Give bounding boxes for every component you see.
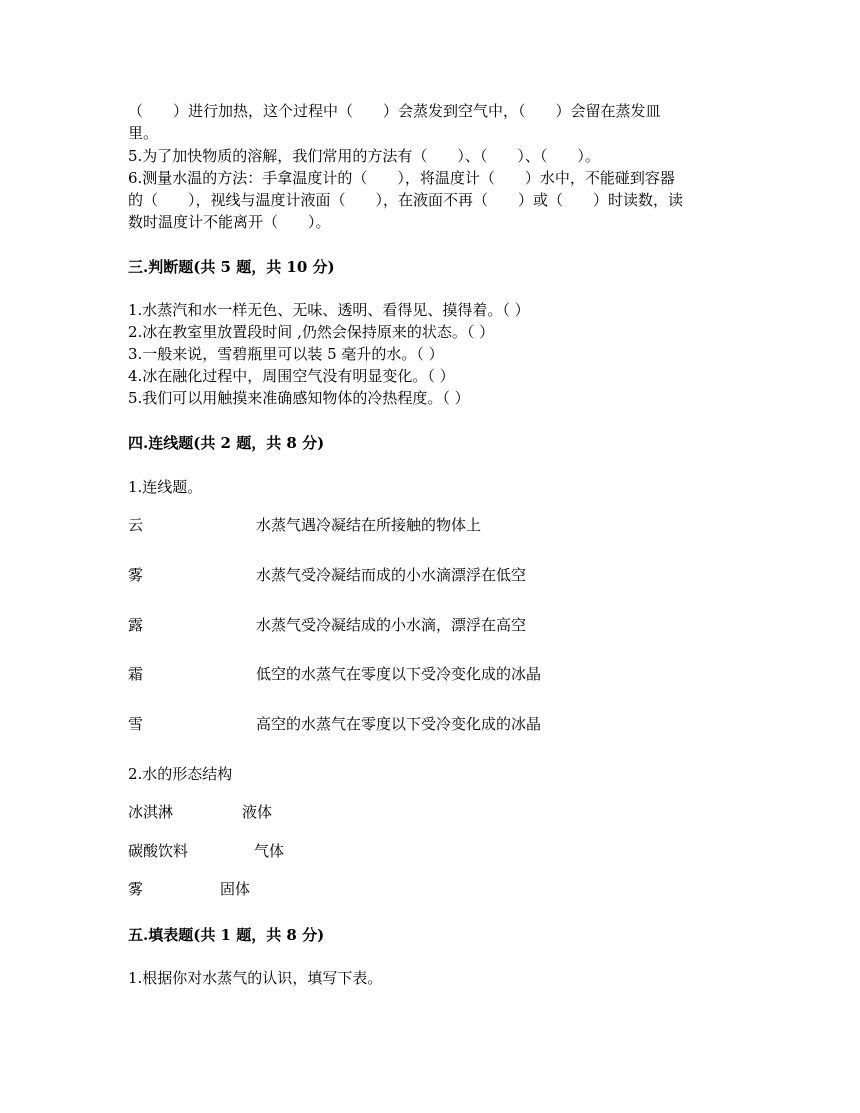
match-right-item: 高空的水蒸气在零度以下受冷变化成的冰晶 (256, 715, 542, 733)
match-left-item: 雾 (128, 880, 144, 898)
match-right-item: 固体 (220, 880, 251, 898)
match-left-item: 雪 (128, 715, 144, 733)
question-5: 5.为了加快物质的溶解，我们常用的方法有（ ）、（ ）、（ ）。 (128, 147, 600, 165)
text-line: 里。 (128, 124, 159, 142)
table-question-1-title: 1.根据你对水蒸气的认识，填写下表。 (128, 969, 383, 987)
match-right-item: 液体 (242, 803, 273, 821)
section-4-heading: 四.连线题(共 2 题，共 8 分) (128, 434, 325, 452)
match-left-item: 碳酸饮料 (128, 842, 189, 860)
text-line: 数时温度计不能离开（ ）。 (128, 213, 331, 231)
section-3-heading: 三.判断题(共 5 题，共 10 分) (128, 258, 335, 276)
text-line: （ ）进行加热，这个过程中（ ）会蒸发到空气中，（ ）会留在蒸发皿 (128, 102, 661, 120)
match-left-item: 云 (128, 516, 144, 534)
judge-item-4: 4.冰在融化过程中，周围空气没有明显变化。（ ） (128, 367, 455, 385)
match-question-1-title: 1.连线题。 (128, 478, 203, 496)
judge-item-1: 1.水蒸汽和水一样无色、无味、透明、看得见、摸得着。（ ） (128, 301, 530, 319)
match-left-item: 冰淇淋 (128, 803, 174, 821)
match-right-item: 水蒸气遇冷凝结在所接触的物体上 (256, 516, 482, 534)
match-left-item: 露 (128, 616, 144, 634)
match-right-item: 水蒸气受冷凝结而成的小水滴漂浮在低空 (256, 566, 527, 584)
match-left-item: 霜 (128, 665, 144, 683)
match-question-2-title: 2.水的形态结构 (128, 765, 233, 783)
match-right-item: 气体 (254, 842, 285, 860)
match-right-item: 低空的水蒸气在零度以下受冷变化成的冰晶 (256, 665, 542, 683)
match-right-item: 水蒸气受冷凝结成的小水滴，漂浮在高空 (256, 616, 527, 634)
judge-item-3: 3.一般来说，雪碧瓶里可以装 5 毫升的水。（ ） (128, 345, 444, 363)
judge-item-5: 5.我们可以用触摸来准确感知物体的冷热程度。（ ） (128, 389, 470, 407)
section-5-heading: 五.填表题(共 1 题，共 8 分) (128, 926, 325, 944)
match-left-item: 雾 (128, 566, 144, 584)
judge-item-2: 2.冰在教室里放置段时间 ,仍然会保持原来的状态。（ ） (128, 323, 495, 341)
text-line: 的（ ），视线与温度计液面（ ），在液面不再（ ）或（ ）时读数，读 (128, 191, 684, 209)
question-6: 6.测量水温的方法：手拿温度计的（ ），将温度计（ ）水中，不能碰到容器 (128, 169, 675, 187)
